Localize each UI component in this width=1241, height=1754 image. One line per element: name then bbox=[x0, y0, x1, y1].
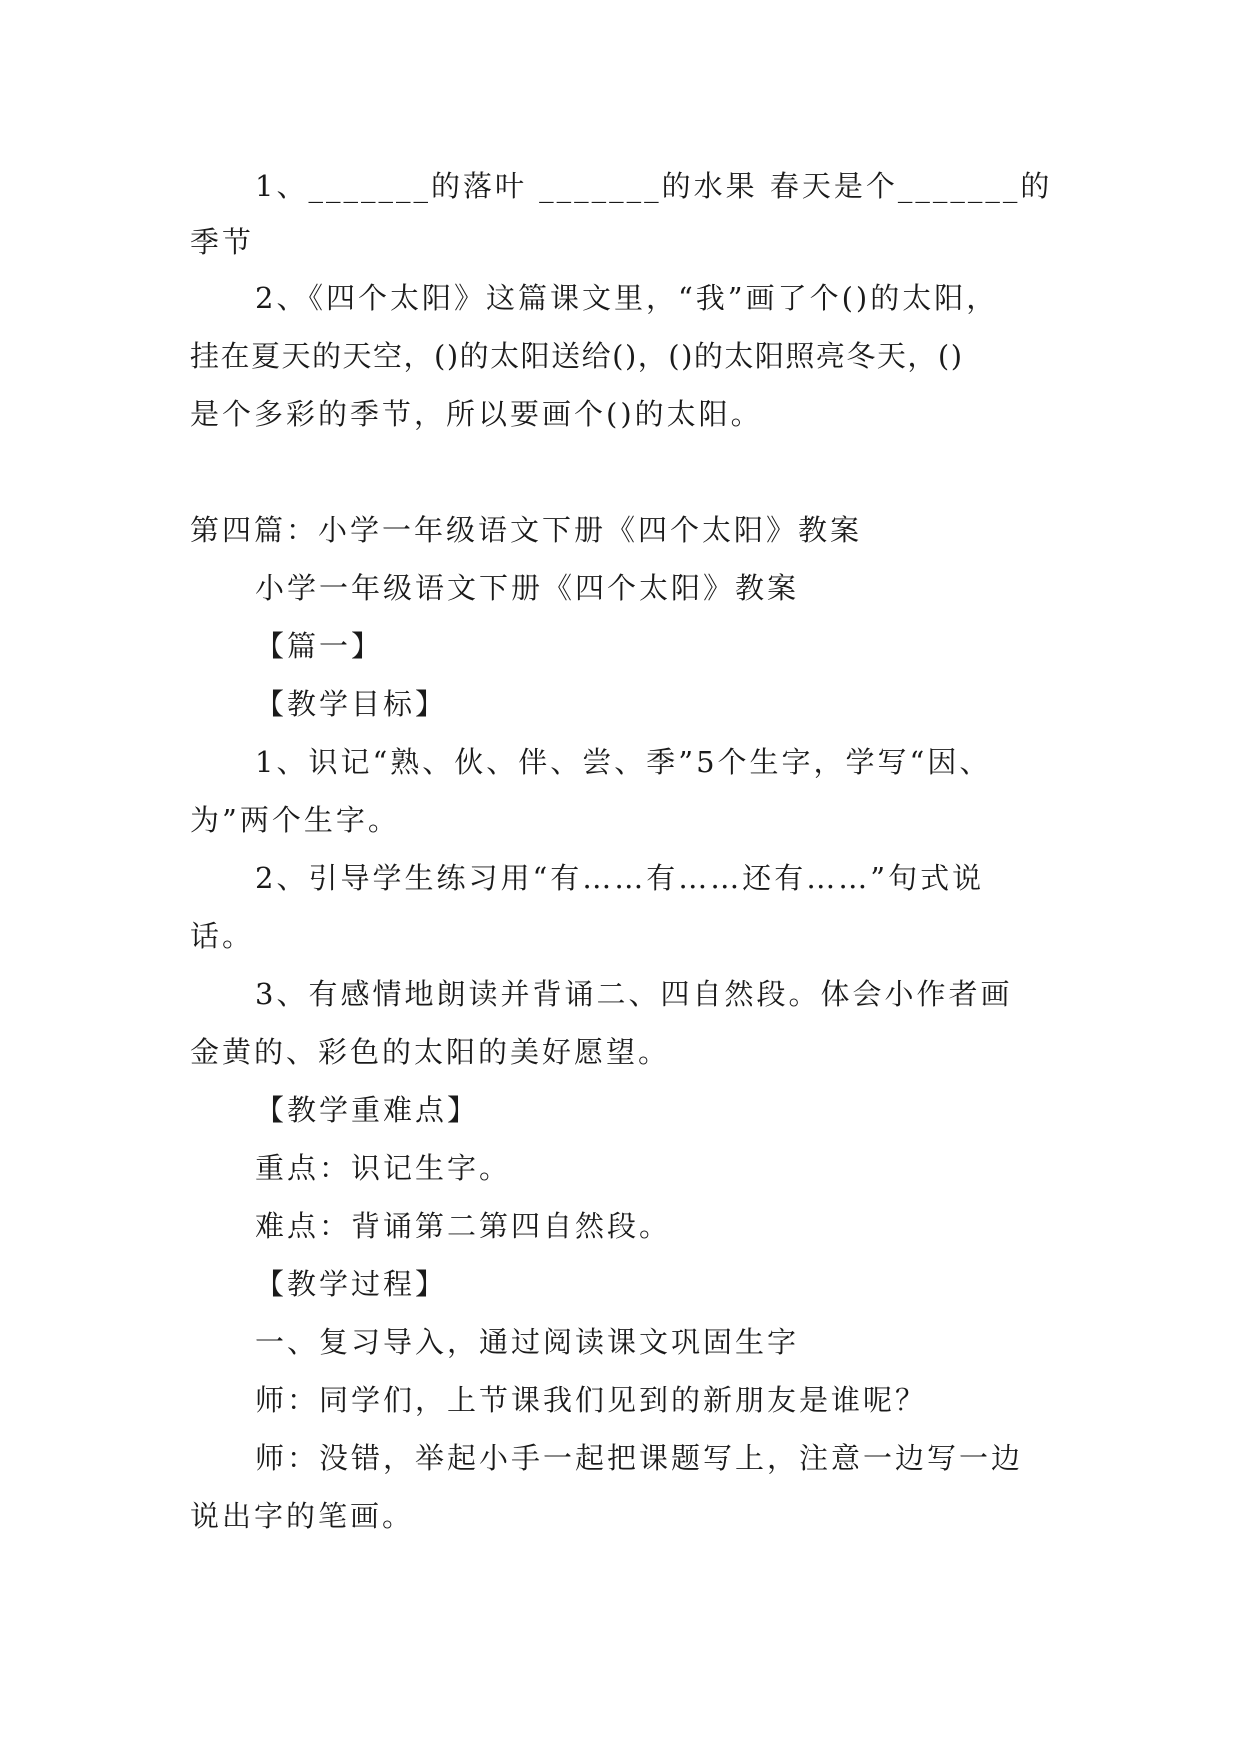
goal-1-line-2: 为”两个生字。 bbox=[190, 803, 400, 837]
lesson-title: 小学一年级语文下册《四个太阳》教案 bbox=[255, 571, 800, 605]
goal-2-line-2: 话。 bbox=[190, 919, 255, 953]
difficult-point: 难点：背诵第二第四自然段。 bbox=[255, 1209, 672, 1243]
goal-1-line-1: 1、识记“熟、伙、伴、尝、季”5个生字，学写“因、 bbox=[255, 745, 992, 779]
key-point: 重点：识记生字。 bbox=[255, 1151, 512, 1185]
goal-3-line-1: 3、有感情地朗读并背诵二、四自然段。体会小作者画 bbox=[255, 977, 1013, 1011]
goal-2-line-1: 2、引导学生练习用“有……有……还有……”句式说 bbox=[255, 861, 985, 895]
exercise-1-line-2: 季节 bbox=[190, 225, 255, 259]
goal-3-line-2: 金黄的、彩色的太阳的美好愿望。 bbox=[190, 1035, 671, 1069]
part-label: 【篇一】 bbox=[255, 629, 384, 663]
teacher-line-2-part-1: 师：没错，举起小手一起把课题写上，注意一边写一边 bbox=[255, 1441, 1024, 1475]
heading-key-points: 【教学重难点】 bbox=[255, 1093, 480, 1127]
process-step-1: 一、复习导入，通过阅读课文巩固生字 bbox=[255, 1325, 800, 1359]
heading-teaching-goals: 【教学目标】 bbox=[255, 687, 448, 721]
exercise-2-line-2: 挂在夏天的天空，()的太阳送给()，()的太阳照亮冬天，() bbox=[190, 339, 964, 373]
section-heading: 第四篇：小学一年级语文下册《四个太阳》教案 bbox=[190, 513, 863, 547]
exercise-2-line-3: 是个多彩的季节，所以要画个()的太阳。 bbox=[190, 397, 763, 431]
teacher-line-1: 师：同学们，上节课我们见到的新朋友是谁呢？ bbox=[255, 1383, 928, 1417]
heading-teaching-process: 【教学过程】 bbox=[255, 1267, 448, 1301]
teacher-line-2-part-2: 说出字的笔画。 bbox=[190, 1499, 415, 1533]
exercise-2-line-1: 2、《四个太阳》这篇课文里，“我”画了个()的太阳， bbox=[255, 281, 999, 315]
exercise-1-line-1: 1、_______的落叶 _______的水果 春天是个_______的 bbox=[255, 169, 1053, 203]
